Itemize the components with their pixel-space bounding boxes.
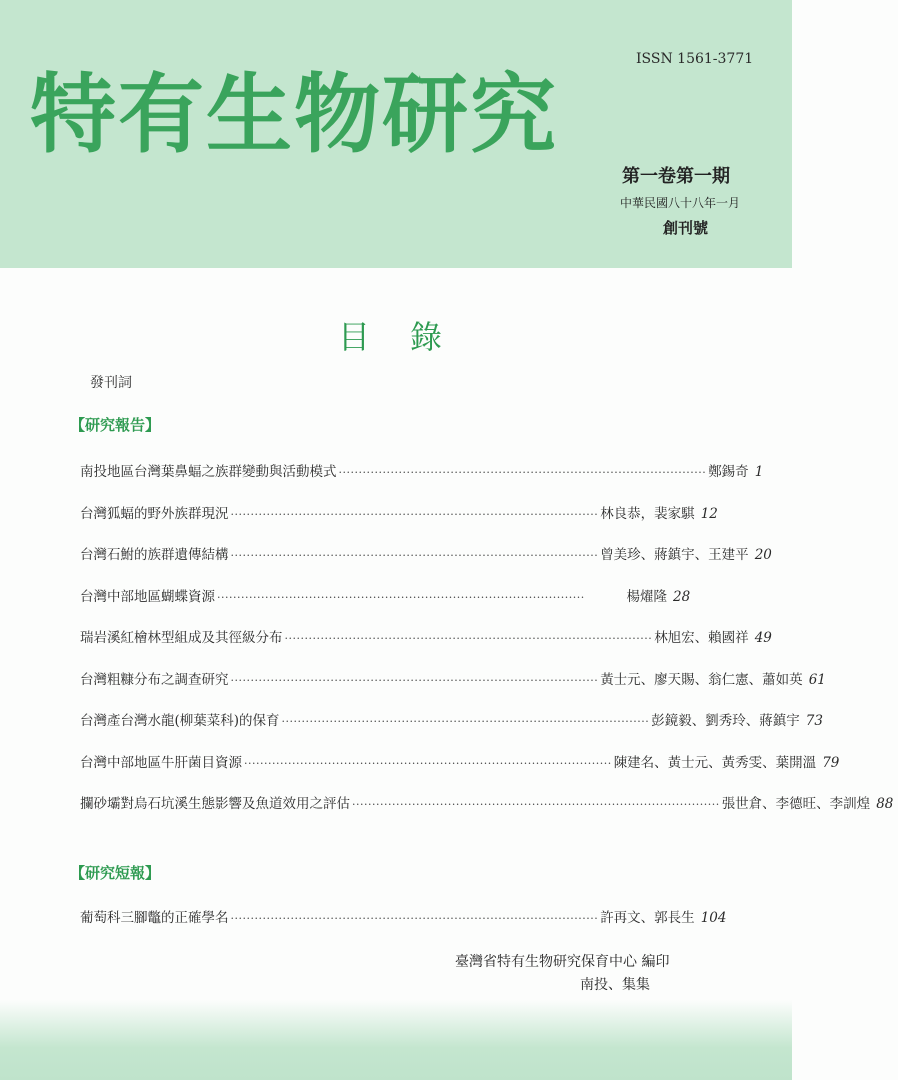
entry-title: 攔砂壩對烏石坑溪生態影響及魚道效用之評估 xyxy=(80,796,350,812)
dot-leader: ···························································································· xyxy=(230,673,599,687)
entry-title: 台灣產台灣水龍(柳葉菜科)的保育 xyxy=(80,713,280,729)
dot-leader: ···························································································· xyxy=(284,632,653,645)
entry-page: 1 xyxy=(754,464,764,480)
entry-page: 61 xyxy=(808,671,826,688)
foreword-entry: 發刊詞 xyxy=(90,375,132,391)
entry-authors: 黃士元、廖天賜、翁仁憲、蕭如英 xyxy=(600,671,803,688)
section-label-short-reports: 【研究短報】 xyxy=(70,864,161,882)
entry-authors: 鄭錫奇 xyxy=(708,464,749,480)
dot-leader: ···························································································· xyxy=(230,507,599,521)
toc-entry xyxy=(80,668,826,688)
entry-page: 73 xyxy=(805,713,823,729)
entry-title: 葡萄科三腳鼈的正確學名 xyxy=(80,910,229,926)
entry-title: 台灣狐蝠的野外族群現況 xyxy=(80,505,229,522)
entry-page: 79 xyxy=(822,754,840,771)
entry-authors: 許再文、郭長生 xyxy=(600,910,695,926)
entry-page: 20 xyxy=(754,547,772,563)
toc-entry xyxy=(80,543,772,563)
entry-page: 12 xyxy=(700,505,718,522)
entry-authors: 林旭宏、賴國祥 xyxy=(654,630,749,646)
toc-entry xyxy=(80,709,823,729)
toc-heading: 目錄 xyxy=(338,318,483,356)
dot-leader: ···························································································· xyxy=(352,798,720,811)
entry-page: 49 xyxy=(754,630,772,646)
toc-list-research-reports xyxy=(80,460,894,834)
dot-leader: ···························································································· xyxy=(281,715,650,728)
section-label-research-reports: 【研究報告】 xyxy=(70,416,161,434)
dot-leader: ···························································································· xyxy=(230,549,599,562)
entry-authors: 張世倉、李德旺、李訓煌 xyxy=(721,796,871,812)
footer-band xyxy=(0,1000,792,1080)
dot-leader: ···························································································· xyxy=(230,912,599,925)
toc-list-short-reports xyxy=(80,906,727,948)
journal-title: 特有生物研究 xyxy=(30,65,558,165)
toc-entry xyxy=(80,585,695,603)
volume-issue: 第一卷第一期 xyxy=(622,166,730,187)
entry-title: 瑞岩溪紅檜林型組成及其徑級分布 xyxy=(80,630,283,646)
issn-number: ISSN 1561-3771 xyxy=(636,51,754,67)
toc-entry xyxy=(80,906,727,926)
entry-title: 南投地區台灣葉鼻蝠之族群變動與活動模式 xyxy=(80,464,337,480)
first-issue-label: 創刊號 xyxy=(663,219,709,237)
entry-authors: 彭鏡毅、劉秀玲、蔣鎮宇 xyxy=(651,713,800,729)
entry-page: 28 xyxy=(673,588,691,605)
entry-authors: 陳建名、黃士元、黃秀雯、葉開溫 xyxy=(613,754,817,771)
dot-leader: ···························································································· xyxy=(217,590,585,604)
toc-entry xyxy=(80,626,772,646)
publication-date: 中華民國八十八年一月 xyxy=(620,196,741,210)
toc-entry xyxy=(80,460,764,480)
dot-leader: ···························································································· xyxy=(244,756,612,770)
toc-entry xyxy=(80,792,894,812)
toc-entry xyxy=(80,502,718,522)
entry-title: 台灣粗糠分布之調查研究 xyxy=(80,671,229,688)
entry-authors: 林良恭，裴家騏 xyxy=(600,505,695,522)
entry-title: 台灣中部地區蝴蝶資源 xyxy=(80,588,215,605)
dot-leader: ···························································································· xyxy=(338,466,707,479)
toc-entry xyxy=(80,751,840,771)
entry-page: 104 xyxy=(700,910,727,926)
entry-authors: 曾美珍、蔣鎮宇、王建平 xyxy=(600,547,749,563)
entry-title: 台灣石鮒的族群遺傳結構 xyxy=(80,547,229,563)
entry-authors: 楊燿隆 xyxy=(626,588,667,605)
entry-page: 88 xyxy=(876,796,894,812)
publisher-location: 南投、集集 xyxy=(580,977,650,993)
publisher: 臺灣省特有生物研究保育中心 編印 xyxy=(455,954,670,970)
entry-title: 台灣中部地區牛肝菌目資源 xyxy=(80,754,242,771)
